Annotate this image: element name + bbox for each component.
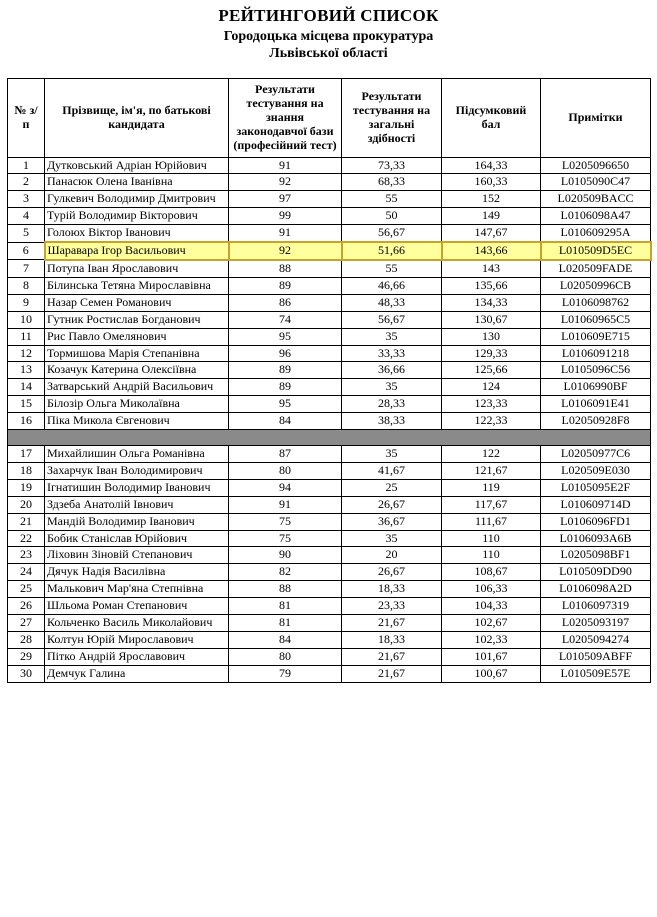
cell-test1: 95 bbox=[229, 396, 342, 413]
cell-total: 111,67 bbox=[442, 513, 541, 530]
cell-name: Тормишова Марія Степанівна bbox=[45, 345, 229, 362]
cell-test2: 73,33 bbox=[342, 157, 442, 174]
cell-name: Гулкевич Володимир Дмитрович bbox=[45, 191, 229, 208]
cell-num: 10 bbox=[8, 311, 45, 328]
cell-test1: 91 bbox=[229, 225, 342, 242]
cell-test2: 51,66 bbox=[342, 242, 442, 260]
cell-test1: 79 bbox=[229, 665, 342, 682]
cell-total: 110 bbox=[442, 530, 541, 547]
cell-num: 26 bbox=[8, 598, 45, 615]
cell-total: 102,67 bbox=[442, 615, 541, 632]
cell-test1: 89 bbox=[229, 379, 342, 396]
cell-name: Шаравара Ігор Васильович bbox=[45, 242, 229, 260]
table-row bbox=[8, 547, 651, 564]
cell-num: 8 bbox=[8, 277, 45, 294]
cell-name: Турій Володимир Вікторович bbox=[45, 208, 229, 225]
cell-note: L010609714D bbox=[541, 496, 651, 513]
cell-name: Демчук Галина bbox=[45, 665, 229, 682]
table-row bbox=[8, 396, 651, 413]
cell-note: L010509DD90 bbox=[541, 564, 651, 581]
table-row bbox=[8, 479, 651, 496]
cell-num: 23 bbox=[8, 547, 45, 564]
cell-test1: 97 bbox=[229, 191, 342, 208]
cell-num: 15 bbox=[8, 396, 45, 413]
cell-test2: 26,67 bbox=[342, 564, 442, 581]
cell-test2: 35 bbox=[342, 446, 442, 463]
cell-note: L020509FADE bbox=[541, 260, 651, 277]
cell-note: L0106091E41 bbox=[541, 396, 651, 413]
cell-name: Затварський Андрій Васильович bbox=[45, 379, 229, 396]
header-test1: Результати тестування на знання законодавчої бази (професійний тест) bbox=[229, 79, 342, 158]
cell-name: Білинська Тетяна Мирославівна bbox=[45, 277, 229, 294]
table-row bbox=[8, 225, 651, 242]
cell-test2: 28,33 bbox=[342, 396, 442, 413]
cell-note: L0205094274 bbox=[541, 632, 651, 649]
cell-num: 22 bbox=[8, 530, 45, 547]
cell-name: Ліховин Зіновій Степанович bbox=[45, 547, 229, 564]
cell-num: 6 bbox=[8, 242, 45, 260]
cell-num: 7 bbox=[8, 260, 45, 277]
cell-test1: 91 bbox=[229, 157, 342, 174]
cell-test1: 92 bbox=[229, 242, 342, 260]
cell-test2: 36,67 bbox=[342, 513, 442, 530]
cell-note: L0106990BF bbox=[541, 379, 651, 396]
cell-num: 24 bbox=[8, 564, 45, 581]
cell-test1: 81 bbox=[229, 615, 342, 632]
cell-note: L0205096650 bbox=[541, 157, 651, 174]
cell-total: 130,67 bbox=[442, 311, 541, 328]
cell-note: L0106098A2D bbox=[541, 581, 651, 598]
cell-note: L02050928F8 bbox=[541, 413, 651, 430]
page-subtitle-line1: Городоцька місцева прокуратура bbox=[223, 29, 434, 44]
cell-num: 5 bbox=[8, 225, 45, 242]
cell-note: L0106093A6B bbox=[541, 530, 651, 547]
cell-note: L010609E715 bbox=[541, 328, 651, 345]
cell-test1: 74 bbox=[229, 311, 342, 328]
cell-num: 30 bbox=[8, 665, 45, 682]
cell-total: 152 bbox=[442, 191, 541, 208]
cell-note: L02050996CB bbox=[541, 277, 651, 294]
cell-test2: 21,67 bbox=[342, 665, 442, 682]
page-title: РЕЙТИНГОВИЙ СПИСОК bbox=[218, 6, 439, 25]
cell-name: Бобик Станіслав Юрійович bbox=[45, 530, 229, 547]
cell-test2: 35 bbox=[342, 328, 442, 345]
cell-test1: 75 bbox=[229, 513, 342, 530]
cell-test1: 75 bbox=[229, 530, 342, 547]
cell-test1: 88 bbox=[229, 581, 342, 598]
cell-total: 119 bbox=[442, 479, 541, 496]
cell-total: 124 bbox=[442, 379, 541, 396]
cell-note: L02050977C6 bbox=[541, 446, 651, 463]
cell-total: 147,67 bbox=[442, 225, 541, 242]
cell-note: L010509E57E bbox=[541, 665, 651, 682]
cell-num: 14 bbox=[8, 379, 45, 396]
cell-name: Потупа Іван Ярославович bbox=[45, 260, 229, 277]
separator-row bbox=[8, 430, 651, 446]
cell-test2: 56,67 bbox=[342, 311, 442, 328]
cell-name: Гутник Ростислав Богданович bbox=[45, 311, 229, 328]
table-row bbox=[8, 598, 651, 615]
cell-test2: 21,67 bbox=[342, 615, 442, 632]
cell-test2: 35 bbox=[342, 530, 442, 547]
table-row bbox=[8, 242, 651, 260]
table-row bbox=[8, 462, 651, 479]
cell-total: 143 bbox=[442, 260, 541, 277]
cell-total: 123,33 bbox=[442, 396, 541, 413]
cell-note: L0105096C56 bbox=[541, 362, 651, 379]
cell-num: 19 bbox=[8, 479, 45, 496]
header-total: Підсумковий бал bbox=[442, 79, 541, 158]
header-row bbox=[8, 79, 651, 158]
cell-num: 9 bbox=[8, 294, 45, 311]
header-num: № з/п bbox=[8, 79, 45, 158]
cell-note: L010609295A bbox=[541, 225, 651, 242]
table-row bbox=[8, 345, 651, 362]
cell-test2: 46,66 bbox=[342, 277, 442, 294]
cell-note: L01060965C5 bbox=[541, 311, 651, 328]
cell-test2: 20 bbox=[342, 547, 442, 564]
cell-test2: 18,33 bbox=[342, 632, 442, 649]
cell-test2: 26,67 bbox=[342, 496, 442, 513]
table-row bbox=[8, 632, 651, 649]
cell-num: 25 bbox=[8, 581, 45, 598]
cell-name: Рис Павло Омелянович bbox=[45, 328, 229, 345]
table-row bbox=[8, 191, 651, 208]
cell-note: L010509ABFF bbox=[541, 648, 651, 665]
table-row bbox=[8, 496, 651, 513]
cell-test2: 25 bbox=[342, 479, 442, 496]
cell-num: 16 bbox=[8, 413, 45, 430]
cell-name: Ігнатишин Володимир Іванович bbox=[45, 479, 229, 496]
table-row bbox=[8, 208, 651, 225]
cell-name: Кольченко Василь Миколайович bbox=[45, 615, 229, 632]
table-row bbox=[8, 665, 651, 682]
cell-total: 106,33 bbox=[442, 581, 541, 598]
cell-total: 122,33 bbox=[442, 413, 541, 430]
cell-test1: 90 bbox=[229, 547, 342, 564]
cell-test1: 91 bbox=[229, 496, 342, 513]
cell-test2: 55 bbox=[342, 191, 442, 208]
table-row bbox=[8, 157, 651, 174]
cell-num: 1 bbox=[8, 157, 45, 174]
table-row bbox=[8, 530, 651, 547]
cell-total: 117,67 bbox=[442, 496, 541, 513]
cell-note: L0205093197 bbox=[541, 615, 651, 632]
table-row bbox=[8, 648, 651, 665]
cell-num: 11 bbox=[8, 328, 45, 345]
table-row bbox=[8, 260, 651, 277]
cell-num: 2 bbox=[8, 174, 45, 191]
cell-name: Дячук Надія Василівна bbox=[45, 564, 229, 581]
cell-name: Назар Семен Романович bbox=[45, 294, 229, 311]
table-row bbox=[8, 564, 651, 581]
header-notes: Примітки bbox=[541, 79, 651, 158]
cell-note: L010509D5EC bbox=[541, 242, 651, 260]
cell-test2: 68,33 bbox=[342, 174, 442, 191]
cell-name: Мандій Володимир Іванович bbox=[45, 513, 229, 530]
cell-test1: 99 bbox=[229, 208, 342, 225]
cell-total: 164,33 bbox=[442, 157, 541, 174]
cell-test1: 92 bbox=[229, 174, 342, 191]
cell-note: L0106098762 bbox=[541, 294, 651, 311]
cell-name: Дутковський Адріан Юрійович bbox=[45, 157, 229, 174]
cell-test2: 56,67 bbox=[342, 225, 442, 242]
cell-test2: 33,33 bbox=[342, 345, 442, 362]
cell-total: 143,66 bbox=[442, 242, 541, 260]
cell-test1: 89 bbox=[229, 277, 342, 294]
cell-total: 102,33 bbox=[442, 632, 541, 649]
table-row bbox=[8, 581, 651, 598]
cell-test1: 87 bbox=[229, 446, 342, 463]
table-row bbox=[8, 413, 651, 430]
cell-total: 110 bbox=[442, 547, 541, 564]
cell-note: L0106097319 bbox=[541, 598, 651, 615]
cell-test1: 86 bbox=[229, 294, 342, 311]
cell-name: Шльома Роман Степанович bbox=[45, 598, 229, 615]
cell-test1: 96 bbox=[229, 345, 342, 362]
cell-total: 160,33 bbox=[442, 174, 541, 191]
cell-name: Голоюх Віктор Іванович bbox=[45, 225, 229, 242]
cell-test2: 36,66 bbox=[342, 362, 442, 379]
cell-num: 13 bbox=[8, 362, 45, 379]
cell-name: Пітко Андрій Ярославович bbox=[45, 648, 229, 665]
cell-note: L0106096FD1 bbox=[541, 513, 651, 530]
table-row bbox=[8, 513, 651, 530]
cell-test1: 84 bbox=[229, 632, 342, 649]
cell-total: 134,33 bbox=[442, 294, 541, 311]
cell-num: 20 bbox=[8, 496, 45, 513]
cell-test1: 80 bbox=[229, 648, 342, 665]
cell-num: 29 bbox=[8, 648, 45, 665]
cell-total: 129,33 bbox=[442, 345, 541, 362]
rating-table bbox=[7, 78, 652, 683]
cell-name: Колтун Юрій Мирославович bbox=[45, 632, 229, 649]
cell-total: 130 bbox=[442, 328, 541, 345]
table-row bbox=[8, 379, 651, 396]
table-row bbox=[8, 277, 651, 294]
cell-total: 149 bbox=[442, 208, 541, 225]
cell-note: L0205098BF1 bbox=[541, 547, 651, 564]
cell-note: L020509E030 bbox=[541, 462, 651, 479]
table-header bbox=[8, 79, 651, 158]
cell-test2: 41,67 bbox=[342, 462, 442, 479]
table-row bbox=[8, 174, 651, 191]
cell-num: 12 bbox=[8, 345, 45, 362]
cell-num: 27 bbox=[8, 615, 45, 632]
cell-test2: 35 bbox=[342, 379, 442, 396]
cell-test1: 95 bbox=[229, 328, 342, 345]
cell-name: Здзеба Анатолій Івнович bbox=[45, 496, 229, 513]
cell-total: 122 bbox=[442, 446, 541, 463]
cell-test1: 81 bbox=[229, 598, 342, 615]
cell-name: Козачук Катерина Олексіївна bbox=[45, 362, 229, 379]
table-row bbox=[8, 294, 651, 311]
cell-test1: 82 bbox=[229, 564, 342, 581]
cell-test2: 55 bbox=[342, 260, 442, 277]
cell-test2: 48,33 bbox=[342, 294, 442, 311]
cell-test1: 94 bbox=[229, 479, 342, 496]
table-row bbox=[8, 446, 651, 463]
cell-test2: 38,33 bbox=[342, 413, 442, 430]
cell-total: 104,33 bbox=[442, 598, 541, 615]
table-row bbox=[8, 311, 651, 328]
cell-note: L020509BACC bbox=[541, 191, 651, 208]
cell-num: 4 bbox=[8, 208, 45, 225]
cell-num: 28 bbox=[8, 632, 45, 649]
cell-total: 121,67 bbox=[442, 462, 541, 479]
cell-test1: 89 bbox=[229, 362, 342, 379]
cell-test1: 88 bbox=[229, 260, 342, 277]
cell-test2: 50 bbox=[342, 208, 442, 225]
cell-total: 101,67 bbox=[442, 648, 541, 665]
cell-test2: 21,67 bbox=[342, 648, 442, 665]
cell-total: 125,66 bbox=[442, 362, 541, 379]
cell-total: 108,67 bbox=[442, 564, 541, 581]
cell-name: Білозір Ольга Миколаївна bbox=[45, 396, 229, 413]
cell-num: 21 bbox=[8, 513, 45, 530]
cell-note: L0105095E2F bbox=[541, 479, 651, 496]
cell-test1: 84 bbox=[229, 413, 342, 430]
cell-note: L0106091218 bbox=[541, 345, 651, 362]
cell-name: Захарчук Іван Володимирович bbox=[45, 462, 229, 479]
cell-name: Малькович Мар'яна Степнівна bbox=[45, 581, 229, 598]
table-body bbox=[8, 157, 651, 682]
cell-name: Панасюк Олена Іванівна bbox=[45, 174, 229, 191]
separator-bar bbox=[8, 430, 651, 446]
header-name: Прізвище, ім'я, по батькові кандидата bbox=[45, 79, 229, 158]
table-row bbox=[8, 328, 651, 345]
cell-total: 100,67 bbox=[442, 665, 541, 682]
cell-test2: 18,33 bbox=[342, 581, 442, 598]
page-subtitle-line2: Львівської області bbox=[269, 46, 388, 61]
cell-num: 18 bbox=[8, 462, 45, 479]
cell-num: 3 bbox=[8, 191, 45, 208]
table-row bbox=[8, 362, 651, 379]
cell-name: Піка Микола Євгенович bbox=[45, 413, 229, 430]
cell-name: Михайлишин Ольга Романівна bbox=[45, 446, 229, 463]
cell-note: L0106098A47 bbox=[541, 208, 651, 225]
cell-note: L0105090C47 bbox=[541, 174, 651, 191]
table-row bbox=[8, 615, 651, 632]
cell-test2: 23,33 bbox=[342, 598, 442, 615]
cell-num: 17 bbox=[8, 446, 45, 463]
header-test2: Результати тестування на загальні здібності bbox=[342, 79, 442, 158]
cell-total: 135,66 bbox=[442, 277, 541, 294]
cell-test1: 80 bbox=[229, 462, 342, 479]
